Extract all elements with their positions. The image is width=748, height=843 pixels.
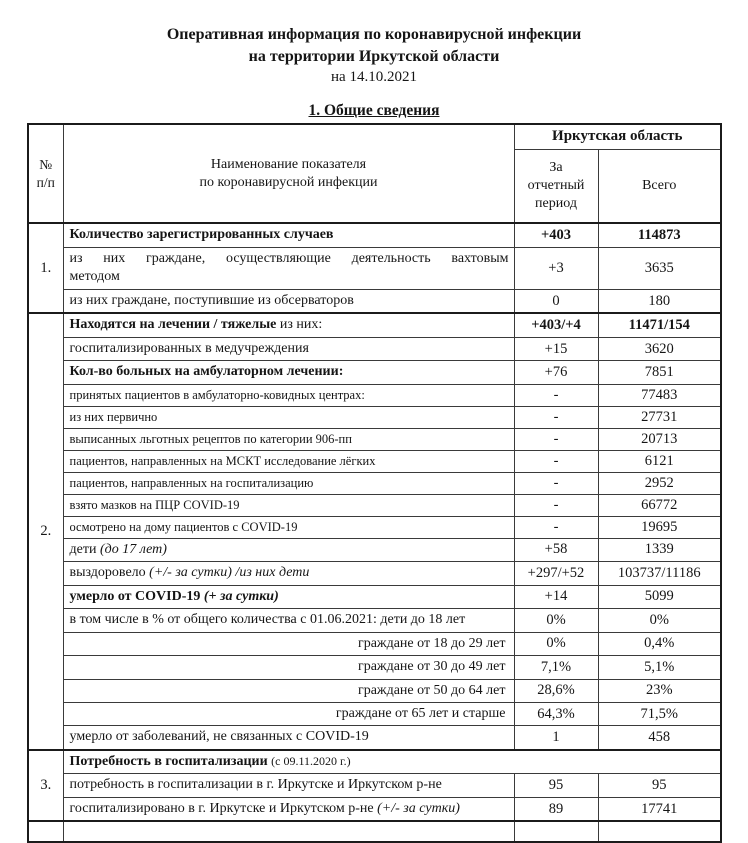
table-row — [28, 726, 721, 750]
table-row — [28, 797, 721, 821]
document-title-date: на 14.10.2021 — [331, 69, 417, 86]
label-segment: взято мазков на ПЦР COVID-19 — [69, 497, 240, 512]
table-row — [28, 538, 721, 561]
period-value: 89 — [514, 797, 598, 821]
col-header-period: За отчетный период — [514, 149, 598, 223]
table-row — [28, 406, 721, 428]
total-value: 19695 — [598, 516, 721, 538]
total-value: 3635 — [598, 247, 721, 289]
total-value: 458 — [598, 726, 721, 750]
label-segment: умерло от COVID-19 — [69, 588, 204, 604]
label-segment: Кол-во больных на амбулаторном лечении: — [69, 364, 344, 380]
col-header-total: Всего — [598, 149, 721, 223]
period-value: - — [514, 494, 598, 516]
label-segment: госпитализированных в медучреждения — [69, 340, 309, 356]
total-value: 1339 — [598, 538, 721, 561]
document-title-line1: Оперативная информация по коронавирусной инфекции — [166, 26, 582, 43]
indicator-label — [63, 472, 514, 494]
label-segment: (до 17 лет) — [99, 541, 167, 557]
period-value: - — [514, 406, 598, 428]
table-row — [28, 609, 721, 632]
indicator-label — [63, 632, 514, 655]
period-value: +403/+4 — [514, 313, 598, 337]
total-value: 95 — [598, 774, 721, 797]
total-value: 114873 — [598, 223, 721, 247]
empty-cell — [63, 821, 514, 842]
indicator-label — [63, 774, 514, 797]
period-value: 28,6% — [514, 679, 598, 702]
total-value: 27731 — [598, 406, 721, 428]
indicator-label — [63, 494, 514, 516]
indicator-label — [63, 797, 514, 821]
period-value: 0% — [514, 632, 598, 655]
empty-cell — [28, 821, 63, 842]
total-value: 66772 — [598, 494, 721, 516]
indicator-label — [63, 679, 514, 702]
indicator-label — [63, 361, 514, 384]
label-segment: (+/- за сутки) — [377, 800, 460, 816]
total-value: 0,4% — [598, 632, 721, 655]
table-row — [28, 750, 721, 774]
col-header-num: № п/п — [28, 124, 63, 223]
label-segment: Количество зарегистрированных случаев — [69, 227, 334, 243]
label-segment: госпитализировано в г. Иркутске и Иркутском р-не — [69, 800, 378, 816]
table-row — [28, 585, 721, 608]
period-value: +403 — [514, 223, 598, 247]
table-header — [28, 124, 721, 223]
total-value: 3620 — [598, 337, 721, 360]
indicator-label — [63, 223, 514, 247]
table-row — [28, 494, 721, 516]
label-segment: потребность в госпитализации в г. Иркутске и Иркутском р-не — [69, 777, 442, 793]
table-row — [28, 361, 721, 384]
indicator-label — [63, 703, 514, 726]
period-value: +14 — [514, 585, 598, 608]
period-value: +76 — [514, 361, 598, 384]
label-segment: принятых пациентов в амбулаторно-ковидных центрах: — [69, 387, 365, 402]
period-value: +3 — [514, 247, 598, 289]
label-segment: методом — [69, 269, 120, 285]
label-segment: пациентов, направленных на госпитализацию — [69, 475, 314, 490]
document-title-line2: на территории Иркутской области — [248, 47, 500, 65]
table-row — [28, 428, 721, 450]
row-group-number: 2. — [28, 313, 63, 750]
label-segment: выздоровело — [69, 565, 150, 581]
indicator-label — [63, 247, 514, 289]
indicator-label — [63, 562, 514, 585]
indicator-label — [63, 585, 514, 608]
period-value: - — [514, 450, 598, 472]
period-value: - — [514, 516, 598, 538]
label-segment: (+ за сутки) — [203, 588, 279, 604]
label-segment: граждане от 18 до 29 лет — [357, 635, 506, 651]
label-segment: граждане от 30 до 49 лет — [357, 659, 506, 675]
label-segment: выписанных льготных рецептов по категории 906-пп — [69, 431, 352, 446]
period-value: - — [514, 384, 598, 406]
label-segment: из них первично — [69, 409, 158, 424]
period-value: +297/+52 — [514, 562, 598, 585]
table-row — [28, 703, 721, 726]
section-heading: 1. Общие сведения — [308, 102, 440, 120]
indicator-label — [63, 726, 514, 750]
total-value: 5099 — [598, 585, 721, 608]
indicator-label — [63, 450, 514, 472]
period-value: 95 — [514, 774, 598, 797]
label-segment: граждане от 65 лет и старше — [335, 706, 506, 721]
table-row — [28, 289, 721, 313]
period-value: +15 — [514, 337, 598, 360]
indicator-label — [63, 428, 514, 450]
label-segment: из них граждане, осуществляющие деятельность вахтовым — [69, 250, 509, 266]
col-header-name-line1: Наименование показателя — [210, 156, 367, 172]
table-row — [28, 223, 721, 247]
table-row — [28, 774, 721, 797]
empty-cell — [598, 821, 721, 842]
table-row — [28, 313, 721, 337]
col-header-name — [63, 124, 514, 223]
row-group-number: 1. — [28, 223, 63, 313]
label-segment: (+/- за сутки) /из них дети — [149, 565, 310, 581]
period-value: 7,1% — [514, 656, 598, 679]
table-row — [28, 679, 721, 702]
period-value: - — [514, 472, 598, 494]
table-row-partial — [28, 821, 721, 842]
table-body — [28, 223, 721, 842]
label-segment: Находятся на лечении / тяжелые — [69, 317, 280, 333]
total-value: 7851 — [598, 361, 721, 384]
label-segment: из них граждане, поступившие из обсерваторов — [69, 292, 354, 308]
indicator-label — [63, 289, 514, 313]
period-value: +58 — [514, 538, 598, 561]
label-segment: в том числе в % от общего количества с 01.06.2021: дети до 18 лет — [69, 612, 466, 628]
indicator-label — [63, 656, 514, 679]
general-info-table — [27, 123, 722, 843]
table-row — [28, 656, 721, 679]
total-value: 11471/154 — [598, 313, 721, 337]
table-row — [28, 450, 721, 472]
total-value: 17741 — [598, 797, 721, 821]
label-segment: граждане от 50 до 64 лет — [357, 682, 506, 698]
indicator-label — [63, 750, 721, 774]
label-segment: дети — [69, 541, 100, 557]
label-segment: из них: — [279, 317, 323, 333]
indicator-label — [63, 538, 514, 561]
total-value: 103737/11186 — [598, 562, 721, 585]
indicator-label — [63, 406, 514, 428]
total-value: 77483 — [598, 384, 721, 406]
col-header-name-line2: по коронавирусной инфекции — [199, 174, 378, 190]
table-row — [28, 247, 721, 289]
period-value: 0% — [514, 609, 598, 632]
row-group-number: 3. — [28, 750, 63, 821]
table-row — [28, 337, 721, 360]
table-row — [28, 472, 721, 494]
table-row — [28, 562, 721, 585]
indicator-label — [63, 384, 514, 406]
label-segment: (с 09.11.2020 г.) — [271, 753, 351, 768]
label-segment: пациентов, направленных на МСКТ исследование лёгких — [69, 453, 376, 468]
total-value: 71,5% — [598, 703, 721, 726]
table-row — [28, 516, 721, 538]
total-value: 180 — [598, 289, 721, 313]
total-value: 0% — [598, 609, 721, 632]
table-row — [28, 632, 721, 655]
indicator-label — [63, 337, 514, 360]
empty-cell — [514, 821, 598, 842]
indicator-label — [63, 313, 514, 337]
col-header-region: Иркутская область — [514, 124, 721, 149]
period-value: 1 — [514, 726, 598, 750]
total-value: 20713 — [598, 428, 721, 450]
period-value: 0 — [514, 289, 598, 313]
total-value: 2952 — [598, 472, 721, 494]
period-value: 64,3% — [514, 703, 598, 726]
label-segment: умерло от заболеваний, не связанных с COVID-19 — [69, 729, 369, 745]
label-segment: осмотрено на дому пациентов с COVID-19 — [69, 519, 298, 534]
table-row — [28, 384, 721, 406]
label-segment: Потребность в госпитализации — [69, 753, 272, 769]
total-value: 6121 — [598, 450, 721, 472]
total-value: 23% — [598, 679, 721, 702]
period-value: - — [514, 428, 598, 450]
indicator-label — [63, 609, 514, 632]
total-value: 5,1% — [598, 656, 721, 679]
indicator-label — [63, 516, 514, 538]
